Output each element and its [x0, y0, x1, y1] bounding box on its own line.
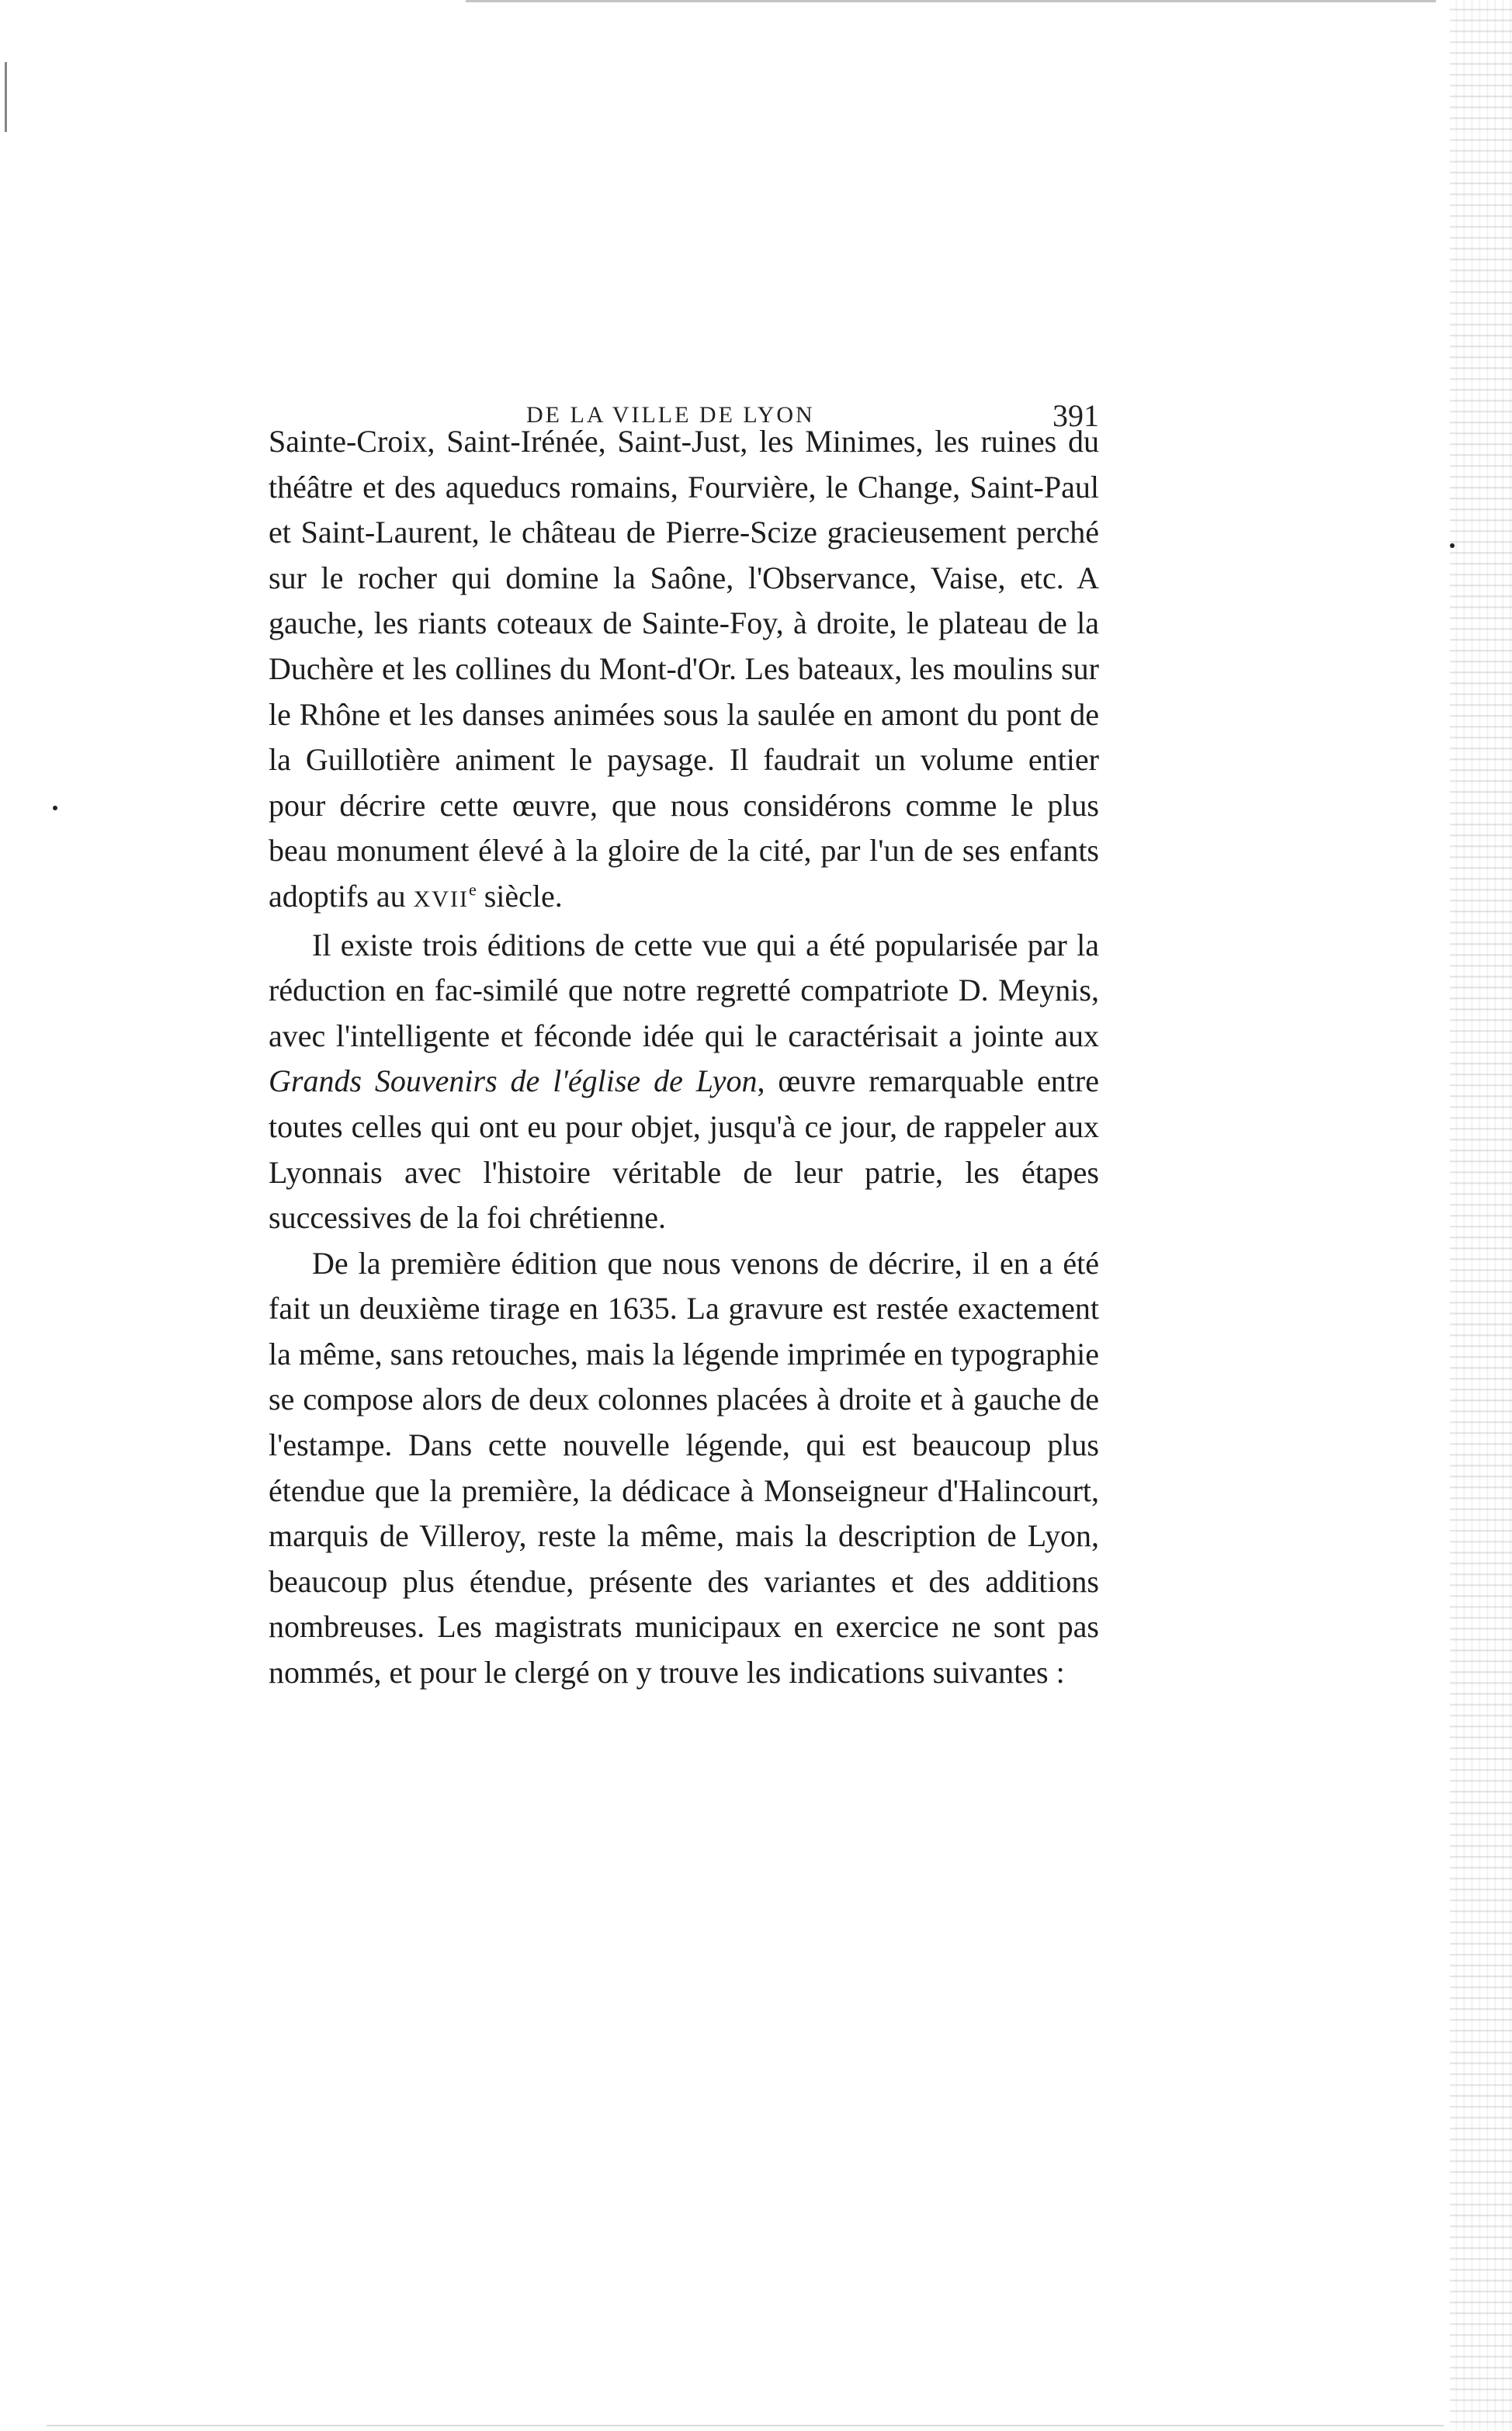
running-head: DE LA VILLE DE LYON: [526, 402, 815, 428]
century-numeral: XVII: [413, 886, 469, 912]
superscript-e: e: [468, 879, 477, 900]
paragraph-1-end: siècle.: [476, 878, 563, 914]
scan-speck: [1450, 543, 1455, 548]
paragraph-3-text: De la première édition que nous venons de décrire, il en a été fait un deuxième tirage en 1635. La gravure est restée exactement la même, sans retouches, mais la légende imprimée en typographie se compose alors de deux colonnes placées à droite et à gauche de l'estampe. Dans cette nouvelle légende, qui est beaucoup plus étendue que la première, la dédicace à Monseigneur d'Halincourt, marquis de Villeroy, reste la même, mais la description de Lyon, beaucoup plus étendue, présente des variantes et des additions nombreuses. Les magistrats municipaux en exercice ne sont pas nommés, et pour le clergé on y trouve les indications suivantes :: [269, 1245, 1099, 1691]
scan-edge-top: [466, 0, 1436, 2]
paragraph-2-end: , œuvre remarquable entre toutes celles qui ont eu pour objet, jusqu'à ce jour, de rappeler aux Lyonnais avec l'histoire véritable de leur patrie, les étapes successives de la foi chrétienne.: [269, 1063, 1099, 1236]
paragraph-1: [269, 419, 1099, 923]
scan-edge-bottom: [47, 2425, 1444, 2426]
page-body: [269, 419, 1099, 1696]
paragraph-1-text: Sainte-Croix, Saint-Irénée, Saint-Just, les Minimes, les ruines du théâtre et des aqueducs romains, Fourvière, le Change, Saint-Paul et Saint-Laurent, le château de Pierre-Scize gracieusement perché sur le rocher qui domine la Saône, l'Observance, Vaise, etc. A gauche, les riants coteaux de Sainte-Foy, à droite, le plateau de la Duchère et les collines du Mont-d'Or. Les bateaux, les moulins sur le Rhône et les danses animées sous la saulée en amont du pont de la Guillotière animent le paysage. Il faudrait un volume entier pour décrire cette œuvre, que nous considérons comme le plus beau monument élevé à la gloire de la cité, par l'un de ses enfants adoptifs au: [269, 424, 1099, 914]
page-number: 391: [1053, 398, 1099, 433]
scan-speck: [53, 806, 57, 810]
book-title: Grands Souvenirs de l'église de Lyon: [269, 1063, 758, 1099]
scan-edge-noise: [1450, 0, 1512, 2431]
paragraph-2: [269, 923, 1099, 1241]
scan-edge-mark: [5, 62, 7, 132]
paragraph-2-text: Il existe trois éditions de cette vue qui a été popularisée par la réduction en fac-similé que notre regretté compatriote D. Meynis, avec l'intelligente et féconde idée qui le caractérisait a jointe aux: [269, 927, 1099, 1053]
paragraph-3: [269, 1241, 1099, 1696]
